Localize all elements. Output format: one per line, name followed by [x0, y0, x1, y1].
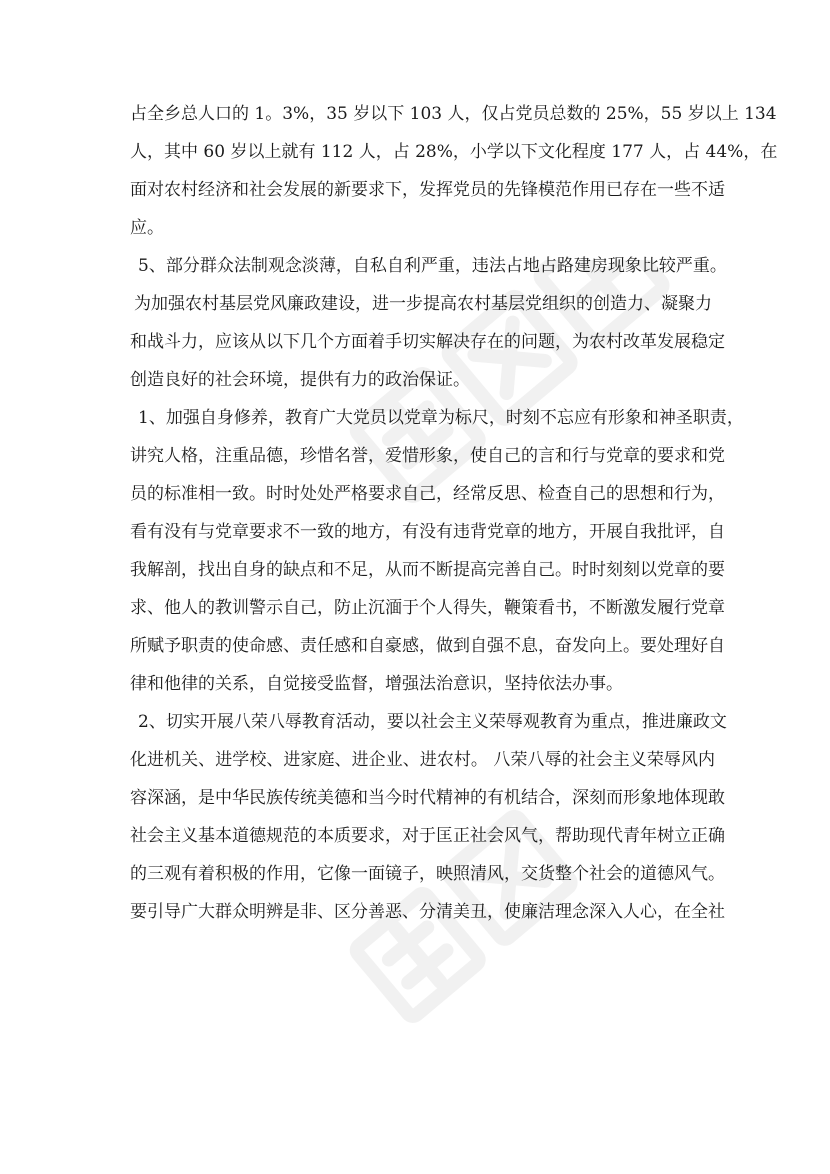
watermark-graphic: [300, 260, 680, 1160]
text-line: 容深涵，是中华民族传统美德和当今时代精神的有机结合，深刻而形象地体现敢: [130, 788, 725, 808]
text-line: 求、他人的教训警示自己，防止沉湎于个人得失，鞭策看书，不断激发履行党章: [130, 598, 725, 618]
text-line: 所赋予职责的使命感、责任感和自豪感，做到自强不息，奋发向上。要处理好自: [130, 636, 725, 656]
watermark-logo: [300, 260, 680, 1160]
text-line: 应。: [130, 218, 164, 238]
text-line: 员的标准相一致。时时处处严格要求自己，经常反思、检查自己的思想和行为，: [130, 484, 725, 504]
text-line: 人，其中 60 岁以上就有 112 人，占 28%，小学以下文化程度 177 人，占 44%，在: [130, 142, 778, 162]
text-line: 看有没有与党章要求不一致的地方，有没有违背党章的地方，开展自我批评，自: [130, 522, 725, 542]
text-line: 和战斗力，应该从以下几个方面着手切实解决存在的问题，为农村改革发展稳定: [130, 332, 725, 352]
text-line: 2、切实开展八荣八辱教育活动，要以社会主义荣辱观教育为重点，推进廉政文: [138, 712, 727, 732]
text-line: 为加强农村基层党风廉政建设，进一步提高农村基层党组织的创造力、凝聚力: [134, 294, 712, 314]
text-line: 的三观有着积极的作用，它像一面镜子，映照清风，交货整个社会的道德风气。: [130, 864, 725, 884]
text-line: 律和他律的关系，自觉接受监督，增强法治意识，坚持依法办事。: [130, 674, 623, 694]
text-line: 化进机关、进学校、进家庭、进企业、进农村。 八荣八辱的社会主义荣辱风内: [130, 750, 715, 770]
text-line: 我解剖，找出自身的缺点和不足，从而不断提高完善自己。时时刻刻以党章的要: [130, 560, 725, 580]
text-line: 占全乡总人口的 1。3%，35 岁以下 103 人，仅占党员总数的 25%，55 岁以上 134: [130, 104, 777, 124]
text-line: 社会主义基本道德规范的本质要求，对于匡正社会风气，帮助现代青年树立正确: [130, 826, 725, 846]
text-line: 1、加强自身修养，教育广大党员以党章为标尺，时刻不忘应有形象和神圣职责，: [138, 408, 744, 428]
text-line: 要引导广大群众明辨是非、区分善恶、分清美丑，使廉洁理念深入人心，在全社: [130, 902, 725, 922]
text-line: 面对农村经济和社会发展的新要求下，发挥党员的先锋模范作用已存在一些不适: [130, 180, 725, 200]
text-line: 5、部分群众法制观念淡薄，自私自利严重，违法占地占路建房现象比较严重。: [138, 256, 727, 276]
text-line: 创造良好的社会环境，提供有力的政治保证。: [130, 370, 470, 390]
text-line: 讲究人格，注重品德，珍惜名誉，爱惜形象，使自己的言和行与党章的要求和党: [130, 446, 725, 466]
